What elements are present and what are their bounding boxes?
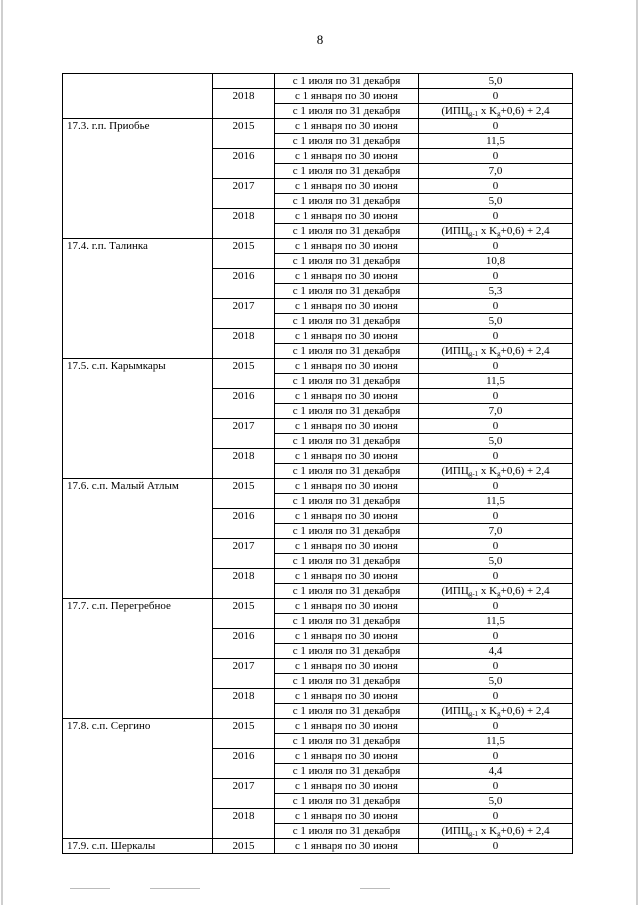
year-cell: 2015 bbox=[213, 599, 275, 629]
value-cell: 4,4 bbox=[419, 764, 573, 779]
formula-subscript: g bbox=[497, 110, 501, 118]
value-cell: 0 bbox=[419, 509, 573, 524]
year-cell: 2017 bbox=[213, 179, 275, 209]
period-cell: с 1 июля по 31 декабря bbox=[275, 464, 419, 479]
formula-mid: x K bbox=[478, 345, 498, 357]
formula-subscript: g bbox=[497, 350, 501, 358]
formula-subscript: g-1 bbox=[468, 470, 479, 478]
year-cell: 2018 bbox=[213, 209, 275, 239]
value-cell: 0 bbox=[419, 779, 573, 794]
formula-tail: +0,6) + 2,4 bbox=[500, 585, 550, 597]
settlement-cell: 17.9. с.п. Шеркалы bbox=[63, 839, 213, 854]
period-cell: с 1 июля по 31 декабря bbox=[275, 224, 419, 239]
page-number: 8 bbox=[316, 32, 324, 47]
formula-cell bbox=[419, 104, 573, 119]
formula-subscript: g-1 bbox=[468, 710, 479, 718]
period-cell: с 1 января по 30 июня bbox=[275, 419, 419, 434]
scan-edge-left bbox=[1, 0, 3, 905]
value-cell: 0 bbox=[419, 179, 573, 194]
period-cell: с 1 января по 30 июня bbox=[275, 539, 419, 554]
value-cell: 7,0 bbox=[419, 404, 573, 419]
settlement-cell: 17.5. с.п. Карымкары bbox=[63, 359, 213, 479]
scan-bottom-marks bbox=[60, 888, 580, 892]
table-body bbox=[63, 74, 573, 854]
value-cell: 0 bbox=[419, 809, 573, 824]
year-cell: 2018 bbox=[213, 809, 275, 839]
value-cell: 5,0 bbox=[419, 554, 573, 569]
year-cell: 2018 bbox=[213, 689, 275, 719]
formula-cell bbox=[419, 824, 573, 839]
formula-cell bbox=[419, 584, 573, 599]
period-cell: с 1 января по 30 июня bbox=[275, 509, 419, 524]
formula-subscript: g bbox=[497, 830, 501, 838]
formula-mid: x K bbox=[478, 705, 498, 717]
value-cell: 5,0 bbox=[419, 434, 573, 449]
formula-mid: x K bbox=[478, 225, 498, 237]
formula-tail: +0,6) + 2,4 bbox=[500, 705, 550, 717]
value-cell: 11,5 bbox=[419, 134, 573, 149]
period-cell: с 1 января по 30 июня bbox=[275, 569, 419, 584]
formula-mid: x K bbox=[478, 585, 498, 597]
formula-tail: +0,6) + 2,4 bbox=[500, 105, 550, 117]
period-cell: с 1 июля по 31 декабря bbox=[275, 734, 419, 749]
formula-main: (ИПЦ bbox=[441, 225, 469, 237]
year-cell: 2016 bbox=[213, 269, 275, 299]
value-cell: 5,0 bbox=[419, 794, 573, 809]
settlement-cell: 17.7. с.п. Перегребное bbox=[63, 599, 213, 719]
value-cell: 11,5 bbox=[419, 614, 573, 629]
period-cell: с 1 июля по 31 декабря bbox=[275, 764, 419, 779]
period-cell: с 1 июля по 31 декабря bbox=[275, 284, 419, 299]
value-cell: 5,0 bbox=[419, 674, 573, 689]
formula-main: (ИПЦ bbox=[441, 705, 469, 717]
table-row bbox=[63, 359, 573, 374]
period-cell: с 1 июля по 31 декабря bbox=[275, 404, 419, 419]
period-cell: с 1 января по 30 июня bbox=[275, 629, 419, 644]
settlement-cell: 17.4. г.п. Талинка bbox=[63, 239, 213, 359]
settlement-cell: 17.3. г.п. Приобье bbox=[63, 119, 213, 239]
formula-tail: +0,6) + 2,4 bbox=[500, 465, 550, 477]
table-row bbox=[63, 479, 573, 494]
formula-mid: x K bbox=[478, 105, 498, 117]
period-cell: с 1 июля по 31 декабря bbox=[275, 194, 419, 209]
year-cell: 2018 bbox=[213, 449, 275, 479]
value-cell: 0 bbox=[419, 749, 573, 764]
formula-cell bbox=[419, 344, 573, 359]
year-cell: 2018 bbox=[213, 569, 275, 599]
settlement-cell bbox=[63, 74, 213, 119]
formula-cell bbox=[419, 464, 573, 479]
period-cell: с 1 июля по 31 декабря bbox=[275, 674, 419, 689]
formula-subscript: g bbox=[497, 710, 501, 718]
period-cell: с 1 января по 30 июня bbox=[275, 659, 419, 674]
formula-tail: +0,6) + 2,4 bbox=[500, 825, 550, 837]
formula-main: (ИПЦ bbox=[441, 585, 469, 597]
period-cell: с 1 января по 30 июня bbox=[275, 329, 419, 344]
year-cell: 2015 bbox=[213, 839, 275, 854]
period-cell: с 1 января по 30 июня bbox=[275, 299, 419, 314]
value-cell: 11,5 bbox=[419, 734, 573, 749]
value-cell: 10,8 bbox=[419, 254, 573, 269]
year-cell: 2015 bbox=[213, 719, 275, 749]
value-cell: 0 bbox=[419, 839, 573, 854]
value-cell: 0 bbox=[419, 119, 573, 134]
period-cell: с 1 июля по 31 декабря bbox=[275, 524, 419, 539]
year-cell: 2016 bbox=[213, 749, 275, 779]
year-cell: 2016 bbox=[213, 629, 275, 659]
table-row bbox=[63, 74, 573, 89]
formula-main: (ИПЦ bbox=[441, 345, 469, 357]
table-row bbox=[63, 599, 573, 614]
value-cell: 7,0 bbox=[419, 164, 573, 179]
period-cell: с 1 июля по 31 декабря bbox=[275, 164, 419, 179]
period-cell: с 1 января по 30 июня bbox=[275, 149, 419, 164]
period-cell: с 1 июля по 31 декабря bbox=[275, 434, 419, 449]
period-cell: с 1 января по 30 июня bbox=[275, 209, 419, 224]
value-cell: 0 bbox=[419, 689, 573, 704]
period-cell: с 1 января по 30 июня bbox=[275, 719, 419, 734]
year-cell: 2015 bbox=[213, 479, 275, 509]
year-cell: 2016 bbox=[213, 149, 275, 179]
formula-main: (ИПЦ bbox=[441, 465, 469, 477]
period-cell: с 1 января по 30 июня bbox=[275, 119, 419, 134]
formula-subscript: g bbox=[497, 590, 501, 598]
value-cell: 0 bbox=[419, 449, 573, 464]
settlement-cell: 17.6. с.п. Малый Атлым bbox=[63, 479, 213, 599]
year-cell: 2016 bbox=[213, 389, 275, 419]
table-row bbox=[63, 719, 573, 734]
period-cell: с 1 января по 30 июня bbox=[275, 839, 419, 854]
value-cell: 0 bbox=[419, 539, 573, 554]
formula-main: (ИПЦ bbox=[441, 105, 469, 117]
year-cell: 2017 bbox=[213, 659, 275, 689]
year-cell: 2015 bbox=[213, 239, 275, 269]
period-cell: с 1 июля по 31 декабря bbox=[275, 134, 419, 149]
year-cell: 2017 bbox=[213, 299, 275, 329]
period-cell: с 1 января по 30 июня bbox=[275, 809, 419, 824]
value-cell: 4,4 bbox=[419, 644, 573, 659]
formula-subscript: g-1 bbox=[468, 590, 479, 598]
value-cell: 0 bbox=[419, 89, 573, 104]
value-cell: 0 bbox=[419, 299, 573, 314]
scan-edge-right bbox=[636, 0, 638, 905]
year-cell: 2015 bbox=[213, 359, 275, 389]
formula-mid: x K bbox=[478, 825, 498, 837]
formula-subscript: g-1 bbox=[468, 830, 479, 838]
period-cell: с 1 января по 30 июня bbox=[275, 479, 419, 494]
value-cell: 0 bbox=[419, 599, 573, 614]
value-cell: 7,0 bbox=[419, 524, 573, 539]
value-cell: 5,0 bbox=[419, 74, 573, 89]
value-cell: 0 bbox=[419, 149, 573, 164]
value-cell: 0 bbox=[419, 629, 573, 644]
period-cell: с 1 июля по 31 декабря bbox=[275, 314, 419, 329]
period-cell: с 1 июля по 31 декабря bbox=[275, 254, 419, 269]
period-cell: с 1 июля по 31 декабря bbox=[275, 374, 419, 389]
table-row bbox=[63, 239, 573, 254]
year-cell: 2017 bbox=[213, 419, 275, 449]
period-cell: с 1 июля по 31 декабря bbox=[275, 344, 419, 359]
period-cell: с 1 января по 30 июня bbox=[275, 599, 419, 614]
period-cell: с 1 июля по 31 декабря bbox=[275, 104, 419, 119]
value-cell: 5,0 bbox=[419, 194, 573, 209]
value-cell: 11,5 bbox=[419, 374, 573, 389]
formula-tail: +0,6) + 2,4 bbox=[500, 225, 550, 237]
table-row bbox=[63, 839, 573, 854]
settlement-cell: 17.8. с.п. Сергино bbox=[63, 719, 213, 839]
formula-main: (ИПЦ bbox=[441, 825, 469, 837]
value-cell: 0 bbox=[419, 359, 573, 374]
period-cell: с 1 июля по 31 декабря bbox=[275, 704, 419, 719]
formula-subscript: g-1 bbox=[468, 110, 479, 118]
period-cell: с 1 января по 30 июня bbox=[275, 449, 419, 464]
formula-subscript: g bbox=[497, 470, 501, 478]
value-cell: 0 bbox=[419, 269, 573, 284]
period-cell: с 1 января по 30 июня bbox=[275, 689, 419, 704]
period-cell: с 1 января по 30 июня bbox=[275, 359, 419, 374]
value-cell: 0 bbox=[419, 209, 573, 224]
year-cell: 2017 bbox=[213, 539, 275, 569]
formula-subscript: g-1 bbox=[468, 350, 479, 358]
year-cell: 2015 bbox=[213, 119, 275, 149]
value-cell: 0 bbox=[419, 569, 573, 584]
period-cell: с 1 июля по 31 декабря bbox=[275, 584, 419, 599]
period-cell: с 1 января по 30 июня bbox=[275, 89, 419, 104]
period-cell: с 1 января по 30 июня bbox=[275, 779, 419, 794]
formula-cell bbox=[419, 704, 573, 719]
year-cell: 2018 bbox=[213, 329, 275, 359]
year-cell bbox=[213, 74, 275, 89]
period-cell: с 1 июля по 31 декабря bbox=[275, 554, 419, 569]
value-cell: 0 bbox=[419, 419, 573, 434]
value-cell: 0 bbox=[419, 659, 573, 674]
formula-cell bbox=[419, 224, 573, 239]
period-cell: с 1 июля по 31 декабря bbox=[275, 74, 419, 89]
year-cell: 2017 bbox=[213, 779, 275, 809]
period-cell: с 1 января по 30 июня bbox=[275, 269, 419, 284]
value-cell: 0 bbox=[419, 239, 573, 254]
formula-subscript: g bbox=[497, 230, 501, 238]
period-cell: с 1 января по 30 июня bbox=[275, 239, 419, 254]
value-cell: 0 bbox=[419, 389, 573, 404]
period-cell: с 1 января по 30 июня bbox=[275, 179, 419, 194]
value-cell: 5,0 bbox=[419, 314, 573, 329]
period-cell: с 1 июля по 31 декабря bbox=[275, 824, 419, 839]
value-cell: 0 bbox=[419, 719, 573, 734]
value-cell: 5,3 bbox=[419, 284, 573, 299]
period-cell: с 1 января по 30 июня bbox=[275, 389, 419, 404]
table-row bbox=[63, 119, 573, 134]
year-cell: 2018 bbox=[213, 89, 275, 119]
value-cell: 0 bbox=[419, 329, 573, 344]
value-cell: 11,5 bbox=[419, 494, 573, 509]
period-cell: с 1 июля по 31 декабря bbox=[275, 614, 419, 629]
formula-tail: +0,6) + 2,4 bbox=[500, 345, 550, 357]
period-cell: с 1 июля по 31 декабря bbox=[275, 644, 419, 659]
tariff-schedule-table bbox=[62, 73, 573, 854]
formula-subscript: g-1 bbox=[468, 230, 479, 238]
year-cell: 2016 bbox=[213, 509, 275, 539]
value-cell: 0 bbox=[419, 479, 573, 494]
period-cell: с 1 января по 30 июня bbox=[275, 749, 419, 764]
period-cell: с 1 июля по 31 декабря bbox=[275, 794, 419, 809]
period-cell: с 1 июля по 31 декабря bbox=[275, 494, 419, 509]
formula-mid: x K bbox=[478, 465, 498, 477]
